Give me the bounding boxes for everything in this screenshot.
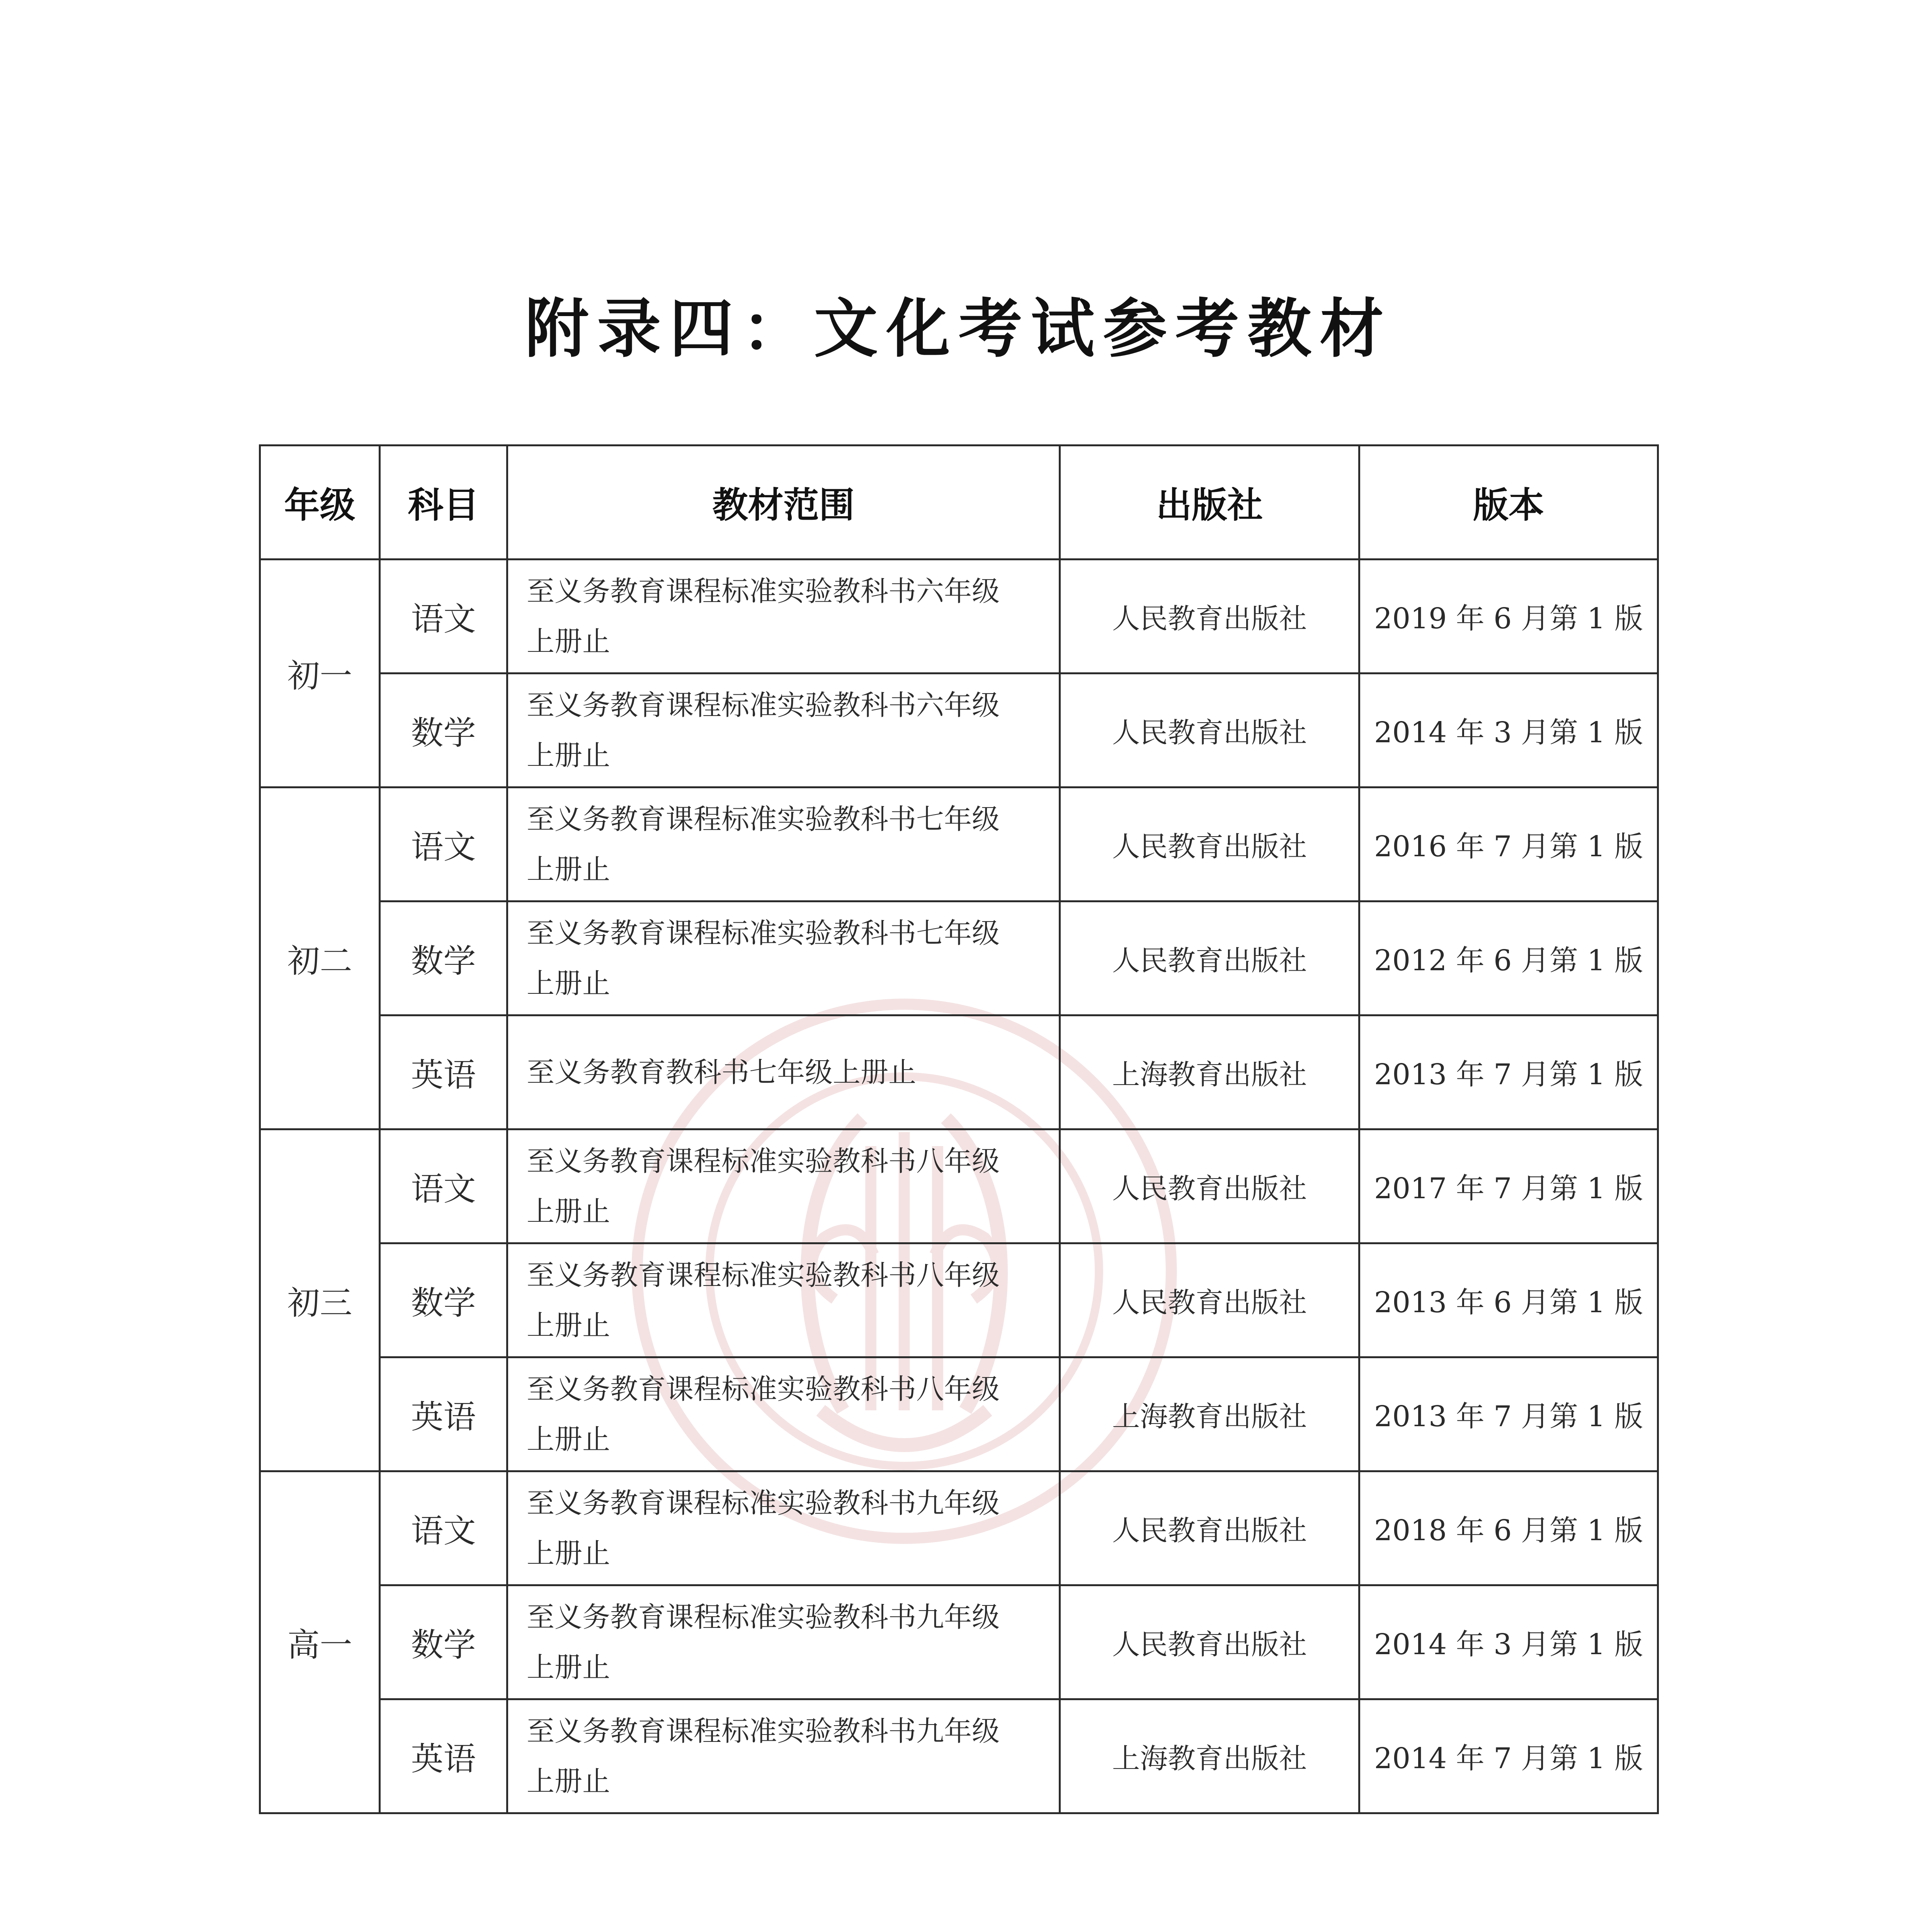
table-row (260, 1015, 1658, 1129)
table-row (260, 901, 1658, 1015)
grade-cell: 高一 (260, 1471, 380, 1813)
scope-line: 至义务教育课程标准实验教科书八年级 (527, 1145, 1000, 1177)
edition-cell: 2012 年 6 月第 1 版 (1359, 901, 1658, 1015)
grade-cell: 初二 (260, 787, 380, 1129)
scope-line: 上册止 (527, 1537, 611, 1570)
edition-cell: 2016 年 7 月第 1 版 (1359, 787, 1658, 901)
edition-cell: 2014 年 3 月第 1 版 (1359, 673, 1658, 787)
edition-cell: 2014 年 7 月第 1 版 (1359, 1699, 1658, 1813)
scope-line: 至义务教育课程标准实验教科书八年级 (527, 1373, 1000, 1405)
edition-cell: 2013 年 7 月第 1 版 (1359, 1357, 1658, 1471)
publisher-cell: 人民教育出版社 (1060, 1129, 1359, 1243)
scope-line: 上册止 (527, 1651, 611, 1684)
subject-cell: 英语 (380, 1699, 507, 1813)
publisher-cell: 上海教育出版社 (1060, 1699, 1359, 1813)
scope-line: 至义务教育课程标准实验教科书九年级 (527, 1601, 1000, 1633)
grade-cell: 初三 (260, 1129, 380, 1471)
scope-line: 上册止 (527, 1195, 611, 1228)
header-publisher: 出版社 (1060, 446, 1359, 560)
table-header-row (260, 446, 1658, 560)
header-subject: 科目 (380, 446, 507, 560)
scope-line: 上册止 (527, 1423, 611, 1456)
edition-cell: 2019 年 6 月第 1 版 (1359, 560, 1658, 673)
subject-cell: 数学 (380, 1585, 507, 1699)
table-row (260, 1585, 1658, 1699)
table-row (260, 1471, 1658, 1585)
scope-cell (507, 787, 1060, 901)
header-grade: 年级 (260, 446, 380, 560)
subject-cell: 数学 (380, 901, 507, 1015)
scope-line: 至义务教育课程标准实验教科书六年级 (527, 575, 1000, 607)
scope-line: 上册止 (527, 1765, 611, 1798)
publisher-cell: 上海教育出版社 (1060, 1357, 1359, 1471)
scope-line: 至义务教育课程标准实验教科书八年级 (527, 1259, 1000, 1291)
subject-cell: 数学 (380, 673, 507, 787)
publisher-cell: 人民教育出版社 (1060, 901, 1359, 1015)
scope-cell (507, 1585, 1060, 1699)
table-row (260, 1129, 1658, 1243)
publisher-cell: 人民教育出版社 (1060, 1471, 1359, 1585)
edition-cell: 2018 年 6 月第 1 版 (1359, 1471, 1658, 1585)
scope-line: 至义务教育课程标准实验教科书九年级 (527, 1487, 1000, 1519)
subject-cell: 数学 (380, 1243, 507, 1357)
edition-cell: 2013 年 6 月第 1 版 (1359, 1243, 1658, 1357)
table-row (260, 1699, 1658, 1813)
scope-line: 上册止 (527, 853, 611, 886)
scope-line: 上册止 (527, 739, 611, 772)
subject-cell: 英语 (380, 1357, 507, 1471)
subject-cell: 语文 (380, 560, 507, 673)
publisher-cell: 人民教育出版社 (1060, 673, 1359, 787)
scope-line: 至义务教育课程标准实验教科书九年级 (527, 1715, 1000, 1747)
table-row (260, 560, 1658, 673)
scope-cell (507, 1357, 1060, 1471)
scope-cell (507, 901, 1060, 1015)
table-row (260, 1243, 1658, 1357)
table-row (260, 1357, 1658, 1471)
scope-cell (507, 1471, 1060, 1585)
scope-cell (507, 560, 1060, 673)
publisher-cell: 人民教育出版社 (1060, 1585, 1359, 1699)
header-edition: 版本 (1359, 446, 1658, 560)
publisher-cell: 上海教育出版社 (1060, 1015, 1359, 1129)
edition-cell: 2017 年 7 月第 1 版 (1359, 1129, 1658, 1243)
scope-cell (507, 673, 1060, 787)
edition-cell: 2014 年 3 月第 1 版 (1359, 1585, 1658, 1699)
subject-cell: 语文 (380, 1471, 507, 1585)
subject-cell: 英语 (380, 1015, 507, 1129)
scope-cell (507, 1699, 1060, 1813)
publisher-cell: 人民教育出版社 (1060, 560, 1359, 673)
subject-cell: 语文 (380, 787, 507, 901)
grade-cell: 初一 (260, 560, 380, 787)
scope-line: 上册止 (527, 625, 611, 658)
scope-cell (507, 1243, 1060, 1357)
scope-cell (507, 1129, 1060, 1243)
page-title: 附录四：文化考试参考教材 (525, 291, 1392, 366)
scope-line: 至义务教育课程标准实验教科书七年级 (527, 917, 1000, 949)
table-row (260, 673, 1658, 787)
scope-line: 至义务教育课程标准实验教科书六年级 (527, 689, 1000, 721)
edition-cell: 2013 年 7 月第 1 版 (1359, 1015, 1658, 1129)
publisher-cell: 人民教育出版社 (1060, 787, 1359, 901)
textbook-table (259, 444, 1659, 1814)
scope-line: 上册止 (527, 1309, 611, 1342)
scope-line: 上册止 (527, 967, 611, 1000)
scope-cell: 至义务教育教科书七年级上册止 (507, 1015, 1060, 1129)
table-row (260, 787, 1658, 901)
subject-cell: 语文 (380, 1129, 507, 1243)
publisher-cell: 人民教育出版社 (1060, 1243, 1359, 1357)
header-scope: 教材范围 (507, 446, 1060, 560)
scope-line: 至义务教育课程标准实验教科书七年级 (527, 803, 1000, 835)
